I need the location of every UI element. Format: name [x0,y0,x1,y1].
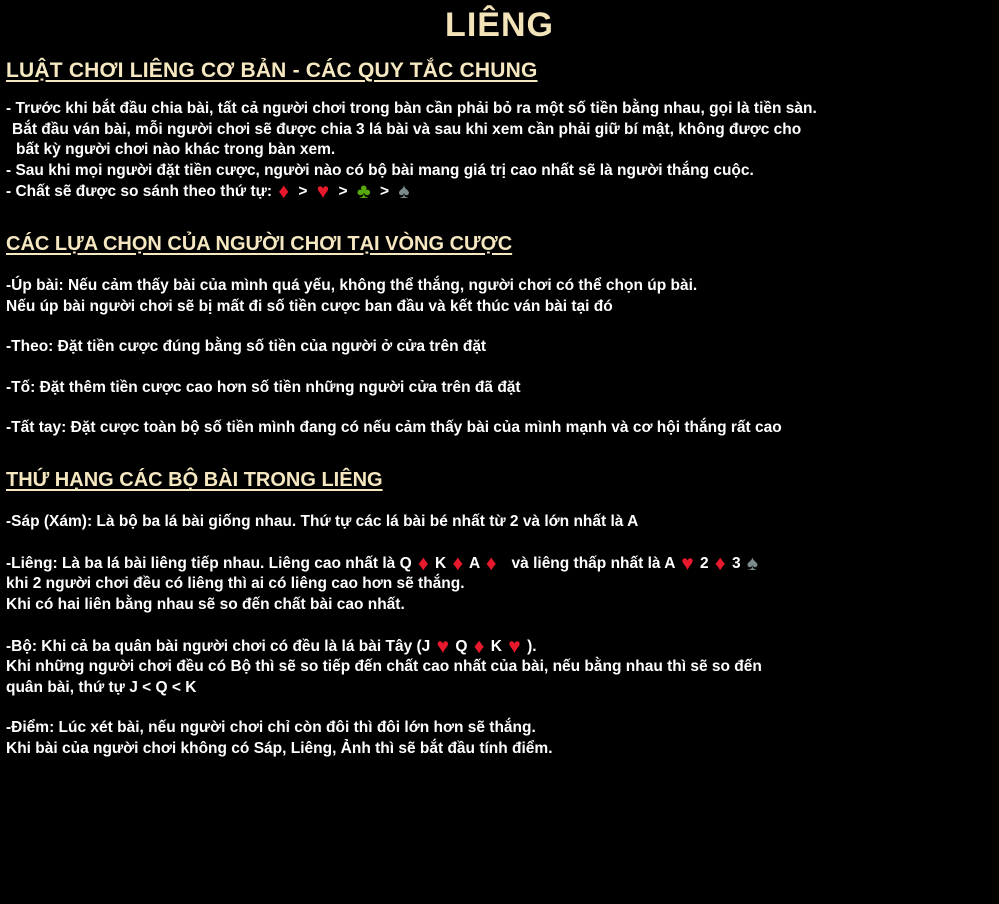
rank-bo-suffix: ). [527,637,537,655]
heart-icon: ♥ [316,180,330,204]
option-line: -Theo: Đặt tiền cược đúng bằng số tiền của người ở cửa trên đặt [6,338,487,356]
rank-diem-line: Khi bài của người chơi không có Sáp, Liêng, Ảnh thì sẽ bắt đầu tính điểm. [6,739,553,757]
rule-line: bất kỳ người chơi nào khác trong bàn xem. [16,141,336,159]
diamond-icon: ♦ [714,551,726,575]
diamond-icon: ♦ [417,551,429,575]
rank-lieng-mid: và liêng thấp nhất là A [511,554,675,572]
rank-lieng-card-a: A [468,554,480,572]
suit-separator: > [379,183,390,201]
rank-bo-card-q: Q [455,637,468,655]
section-betting-options-heading: CÁC LỰA CHỌN CỦA NGƯỜI CHƠI TẠI VÒNG CƯỢC [6,233,513,256]
option-line: -Tất tay: Đặt cược toàn bộ số tiền mình đang có nếu cảm thấy bài của mình mạnh và cơ hội thắng rất cao [6,419,782,437]
section-basic-rules [6,59,993,203]
rank-bo-line: quân bài, thứ tự J < Q < K [6,678,197,696]
rules-page [0,6,999,904]
section-betting-options [6,233,993,439]
rank-lieng-line: Khi có hai liên bằng nhau sẽ so đến chất bài cao nhất. [6,595,405,613]
rule-line: - Sau khi mọi người đặt tiền cược, người nào có bộ bài mang giá trị cao nhất sẽ là người thắng cuộc. [6,161,754,179]
suit-separator: > [338,183,348,201]
heart-icon: ♥ [681,551,694,575]
rank-bo-line: Khi những người chơi đều có Bộ thì sẽ so tiếp đến chất cao nhất của bài, nếu bằng nhau thì sẽ so đến [6,658,762,676]
rank-lieng-prefix: -Liêng: Là ba lá bài liêng tiếp nhau. Liêng cao nhất là Q [6,554,412,572]
diamond-icon: ♦ [473,634,485,658]
rank-lieng-line: khi 2 người chơi đều có liêng thì ai có liêng cao hơn sẽ thắng. [6,575,465,593]
diamond-icon: ♦ [452,551,464,575]
rank-lieng-card-k: K [434,554,447,572]
rank-bo-prefix: -Bộ: Khi cả ba quân bài người chơi có đều là lá bài Tây (J [6,637,431,655]
heart-icon: ♥ [436,634,450,658]
rank-bo-row [6,636,993,658]
rank-sap-line: -Sáp (Xám): Là bộ ba lá bài giống nhau. Thứ tự các lá bài bé nhất từ 2 và lớn nhất là A [6,513,639,531]
rank-bo-card-k: K [490,637,502,655]
rank-lieng-card-2: 2 [699,554,709,572]
section-basic-rules-heading: LUẬT CHƠI LIÊNG CƠ BẢN - CÁC QUY TẮC CHUNG [6,59,538,82]
section-hand-ranking-heading: THỨ HẠNG CÁC BỘ BÀI TRONG LIÊNG [6,469,383,492]
section-hand-ranking [6,469,993,759]
spade-icon: ♠ [746,551,759,575]
option-line: Nếu úp bài người chơi sẽ bị mất đi số tiền cược ban đầu và kết thúc ván bài tại đó [6,297,613,315]
option-line: -Úp bài: Nếu cảm thấy bài của mình quá yếu, không thể thắng, người chơi có thể chọn úp bài. [6,277,698,295]
diamond-icon: ♦ [278,180,290,204]
rank-diem-line: -Điểm: Lúc xét bài, nếu người chơi chỉ còn đôi thì đôi lớn hơn sẽ thắng. [6,719,536,737]
page-title: LIÊNG [445,6,554,44]
rule-line: - Trước khi bắt đầu chia bài, tất cả người chơi trong bàn cần phải bỏ ra một số tiền bằng nhau, gọi là tiền sàn. [6,100,817,117]
rule-line: Bắt đầu ván bài, mỗi người chơi sẽ được chia 3 lá bài và sau khi xem cần phải giữ bí mật, không được cho [12,120,802,138]
diamond-icon: ♦ [485,551,497,575]
heart-icon: ♥ [508,634,521,658]
suit-order-label: - Chất sẽ được so sánh theo thứ tự: [6,183,273,201]
option-line: -Tố: Đặt thêm tiền cược cao hơn số tiền những người cửa trên đã đặt [6,378,521,396]
rank-lieng-row [6,553,993,575]
rank-lieng-card-3: 3 [731,554,741,572]
club-icon: ♣ [356,180,371,204]
suit-order-row [6,181,993,203]
suit-separator: > [298,183,308,201]
spade-icon: ♠ [398,180,410,204]
